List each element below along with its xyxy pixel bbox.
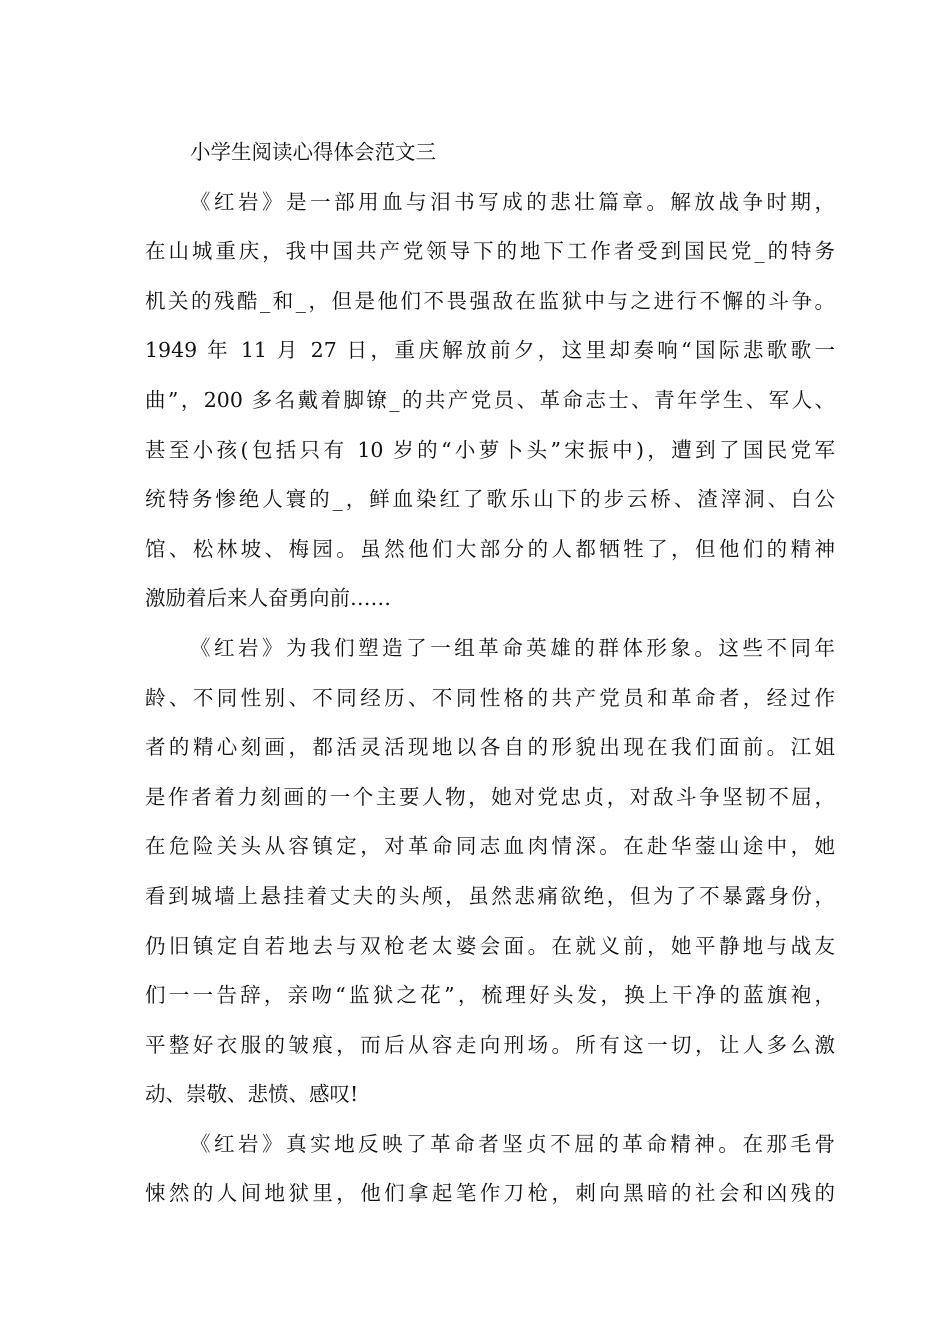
paragraph-line: 者的精心刻画，都活灵活现地以各自的形貌出现在我们面前。江姐 — [145, 735, 835, 760]
paragraph-1 — [145, 178, 835, 624]
paragraph-3 — [145, 1120, 835, 1219]
paragraph-line: 们一一告辞，亲吻“监狱之花”，梳理好头发，换上干净的蓝旗袍， — [145, 983, 835, 1008]
paragraph-line: 动、崇敬、悲愤、感叹! — [145, 1082, 359, 1107]
paragraph-line: 在山城重庆，我中国共产党领导下的地下工作者受到国民党_的特务 — [145, 239, 835, 264]
paragraph-line: 悚然的人间地狱里，他们拿起笔作刀枪，刺向黑暗的社会和凶残的 — [145, 1181, 835, 1206]
paragraph-line: 统特务惨绝人寰的_，鲜血染红了歌乐山下的步云桥、渣滓洞、白公 — [145, 487, 835, 512]
paragraph-line: 馆、松林坡、梅园。虽然他们大部分的人都牺牲了，但他们的精神 — [145, 536, 835, 561]
document-body — [145, 128, 835, 1219]
paragraph-line: 曲”，200 多名戴着脚镣_的共产党员、革命志士、青年学生、军人、 — [145, 387, 835, 412]
paragraph-line: 机关的残酷_和_，但是他们不畏强敌在监狱中与之进行不懈的斗争。 — [145, 288, 835, 313]
document-title: 小学生阅读心得体会范文三 — [190, 140, 436, 164]
paragraph-2 — [145, 624, 835, 1120]
paragraph-line: 在危险关头从容镇定，对革命同志血肉情深。在赴华蓥山途中，她 — [145, 834, 835, 859]
paragraph-line: 激励着后来人奋勇向前…… — [145, 586, 391, 611]
paragraph-line: 甚至小孩(包括只有 10 岁的“小萝卜头”宋振中)，遭到了国民党军 — [145, 437, 835, 462]
paragraph-line: 看到城墙上悬挂着丈夫的头颅，虽然悲痛欲绝，但为了不暴露身份， — [145, 883, 835, 908]
paragraph-line: 《红岩》为我们塑造了一组革命英雄的群体形象。这些不同年 — [190, 635, 835, 660]
paragraph-line: 《红岩》是一部用血与泪书写成的悲壮篇章。解放战争时期， — [190, 189, 835, 214]
paragraph-line: 仍旧镇定自若地去与双枪老太婆会面。在就义前，她平静地与战友 — [145, 933, 835, 958]
paragraph-line: 平整好衣服的皱痕，而后从容走向刑场。所有这一切，让人多么激 — [145, 1032, 835, 1057]
paragraph-line: 《红岩》真实地反映了革命者坚贞不屈的革命精神。在那毛骨 — [190, 1131, 835, 1156]
paragraph-line: 是作者着力刻画的一个主要人物，她对党忠贞，对敌斗争坚韧不屈， — [145, 784, 835, 809]
paragraph-line: 1949 年 11 月 27 日，重庆解放前夕，这里却奏响“国际悲歌歌一 — [145, 338, 835, 363]
paragraph-line: 龄、不同性别、不同经历、不同性格的共产党员和革命者，经过作 — [145, 685, 835, 710]
